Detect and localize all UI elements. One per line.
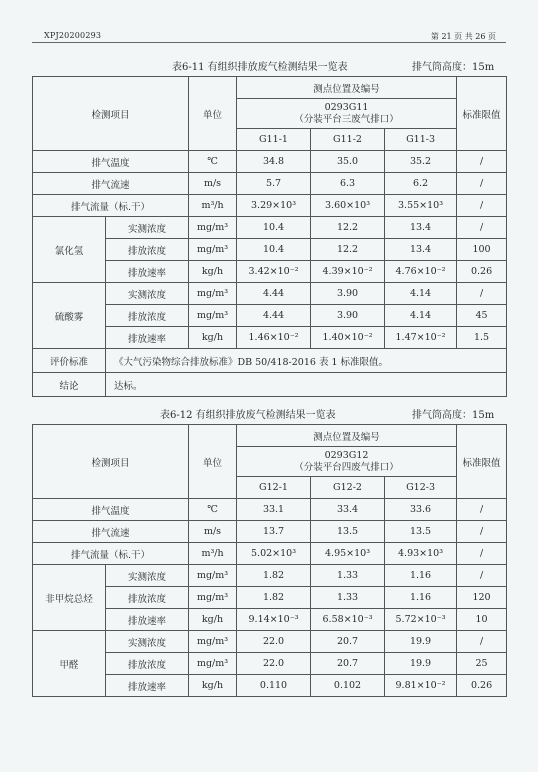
table1-g2r1-param: 实测浓度: [106, 283, 189, 305]
table1-point-desc: （分装平台三废气排口）: [294, 113, 399, 125]
table1-g1r1-v1: 10.4: [237, 217, 311, 239]
table2-row3-v3: 4.93×10³: [385, 543, 457, 565]
table2-g1r3-v2: 6.58×10⁻³: [311, 609, 385, 631]
table2-g2r1-v1: 22.0: [237, 631, 311, 653]
table-row: [33, 631, 507, 653]
table1-g1r3-unit: kg/h: [189, 261, 237, 283]
table-row: [33, 349, 507, 373]
table2-row2-v3: 13.5: [385, 521, 457, 543]
table2-row2-std: /: [457, 521, 507, 543]
table2-sample-3: G12-3: [385, 477, 457, 499]
table1-g2r2-v3: 4.14: [385, 305, 457, 327]
table1-point-id: [237, 99, 457, 129]
table2-g1r1-unit: mg/m³: [189, 565, 237, 587]
table2-g1r1-std: /: [457, 565, 507, 587]
table1-g1r3-v1: 3.42×10⁻²: [237, 261, 311, 283]
table2-col-std: 标准限值: [457, 425, 507, 499]
table1-eval-label: 评价标准: [33, 349, 106, 373]
table1-g2r2-unit: mg/m³: [189, 305, 237, 327]
table2-g1r1-v3: 1.16: [385, 565, 457, 587]
table2-g2r2-v3: 19.9: [385, 653, 457, 675]
table-row: [33, 173, 507, 195]
table1-group2-name: 硫酸雾: [33, 283, 106, 349]
table1-col-point: 测点位置及编号: [237, 77, 457, 99]
table2-g1r2-std: 120: [457, 587, 507, 609]
table2-row2-v2: 13.5: [311, 521, 385, 543]
table1-g2r1-v2: 3.90: [311, 283, 385, 305]
header-page-number: 第 21 页 共 26 页: [430, 32, 496, 41]
table1-g1r2-v2: 12.2: [311, 239, 385, 261]
table1-row3-item: 排气流量（标.干）: [33, 195, 189, 217]
table1-row2-v2: 6.3: [311, 173, 385, 195]
table1-row2-item: 排气流速: [33, 173, 189, 195]
table1-g1r3-v2: 4.39×10⁻²: [311, 261, 385, 283]
table1-g1r2-unit: mg/m³: [189, 239, 237, 261]
table1-point-code: 0293G11: [324, 101, 369, 113]
table1-row3-v1: 3.29×10³: [237, 195, 311, 217]
table1-g2r3-unit: kg/h: [189, 327, 237, 349]
table-row: [33, 521, 507, 543]
header-doc-code: XPJ20200293: [44, 31, 102, 40]
table1-row3-v2: 3.60×10³: [311, 195, 385, 217]
table1-row1-unit: ℃: [189, 151, 237, 173]
table1-g2r2-v2: 3.90: [311, 305, 385, 327]
table1-row1-v3: 35.2: [385, 151, 457, 173]
table1-g2r2-param: 排放浓度: [106, 305, 189, 327]
table2-point-code: 0293G12: [324, 449, 369, 461]
table2-g2r3-unit: kg/h: [189, 675, 237, 697]
table1-g1r1-unit: mg/m³: [189, 217, 237, 239]
table1-g1r3-v3: 4.76×10⁻²: [385, 261, 457, 283]
table2-row1-std: /: [457, 499, 507, 521]
table1-row2-std: /: [457, 173, 507, 195]
table1-row3-v3: 3.55×10³: [385, 195, 457, 217]
table1-row3-unit: m³/h: [189, 195, 237, 217]
table1-g2r2-std: 45: [457, 305, 507, 327]
table2-g2r3-std: 0.26: [457, 675, 507, 697]
table1-row1-std: /: [457, 151, 507, 173]
table2-g1r1-param: 实测浓度: [106, 565, 189, 587]
table-row: [33, 151, 507, 173]
table1-g2r2-v1: 4.44: [237, 305, 311, 327]
table2-g2r3-param: 排放速率: [106, 675, 189, 697]
table-row: [33, 195, 507, 217]
table2-g2r1-unit: mg/m³: [189, 631, 237, 653]
table2-row3-v1: 5.02×10³: [237, 543, 311, 565]
table1-row1-item: 排气温度: [33, 151, 189, 173]
table1-g1r3-param: 排放速率: [106, 261, 189, 283]
table2-row2-item: 排气流速: [33, 521, 189, 543]
table-row: [33, 217, 507, 239]
table2-row3-std: /: [457, 543, 507, 565]
table2-g1r1-v2: 1.33: [311, 565, 385, 587]
table2-title: 表6-12 有组织排放废气检测结果一览表: [160, 410, 336, 421]
table-row: [33, 283, 507, 305]
table2-row2-unit: m/s: [189, 521, 237, 543]
table2-g1r2-unit: mg/m³: [189, 587, 237, 609]
table1-g1r2-param: 排放浓度: [106, 239, 189, 261]
table2-g2r2-v2: 20.7: [311, 653, 385, 675]
table1-g1r3-std: 0.26: [457, 261, 507, 283]
table2-sample-1: G12-1: [237, 477, 311, 499]
table2-g1r2-param: 排放浓度: [106, 587, 189, 609]
table1-g1r1-v3: 13.4: [385, 217, 457, 239]
table2-g2r1-v3: 19.9: [385, 631, 457, 653]
table1-stack-height: 排气筒高度：15m: [412, 62, 495, 73]
table1-g2r3-param: 排放速率: [106, 327, 189, 349]
table2-col-item: 检测项目: [33, 425, 189, 499]
table1-group1-name: 氯化氢: [33, 217, 106, 283]
table1-sample-2: G11-2: [311, 129, 385, 151]
table1-g2r1-v3: 4.14: [385, 283, 457, 305]
header-divider: [32, 42, 506, 43]
table2-g1r3-unit: kg/h: [189, 609, 237, 631]
table1-g2r1-std: /: [457, 283, 507, 305]
table1-row3-std: /: [457, 195, 507, 217]
table1-sample-1: G11-1: [237, 129, 311, 151]
table1-g2r1-v1: 4.44: [237, 283, 311, 305]
table2-row2-v1: 13.7: [237, 521, 311, 543]
table2-g2r3-v1: 0.110: [237, 675, 311, 697]
table2-row3-item: 排气流量（标.干）: [33, 543, 189, 565]
table2-col-point: 测点位置及编号: [237, 425, 457, 447]
table-row: [33, 499, 507, 521]
table2-row3-v2: 4.95×10³: [311, 543, 385, 565]
table2-g2r1-v2: 20.7: [311, 631, 385, 653]
table1: [32, 76, 507, 397]
table1-conclusion-label: 结论: [33, 373, 106, 397]
table1-g2r3-v3: 1.47×10⁻²: [385, 327, 457, 349]
table2-g2r1-param: 实测浓度: [106, 631, 189, 653]
table2-g1r3-v1: 9.14×10⁻³: [237, 609, 311, 631]
table-row: [33, 565, 507, 587]
table2-col-unit: 单位: [189, 425, 237, 499]
table1-g2r3-std: 1.5: [457, 327, 507, 349]
table1-col-item: 检测项目: [33, 77, 189, 151]
table1-g1r1-param: 实测浓度: [106, 217, 189, 239]
table2-stack-height: 排气筒高度：15m: [412, 410, 495, 421]
table1-g1r1-std: /: [457, 217, 507, 239]
table2-group1-name: 非甲烷总烃: [33, 565, 106, 631]
table2-group2-name: 甲醛: [33, 631, 106, 697]
table2-g1r2-v2: 1.33: [311, 587, 385, 609]
table1-conclusion-text: 达标。: [106, 373, 507, 397]
table2-g2r2-v1: 22.0: [237, 653, 311, 675]
table2-g1r3-v3: 5.72×10⁻³: [385, 609, 457, 631]
table1-g1r2-std: 100: [457, 239, 507, 261]
table1-row2-v3: 6.2: [385, 173, 457, 195]
table2-g2r3-v3: 9.81×10⁻²: [385, 675, 457, 697]
table2-g1r2-v3: 1.16: [385, 587, 457, 609]
table1-g1r1-v2: 12.2: [311, 217, 385, 239]
table1-col-unit: 单位: [189, 77, 237, 151]
table1-g1r2-v1: 10.4: [237, 239, 311, 261]
table2-g1r3-std: 10: [457, 609, 507, 631]
table2-row1-v2: 33.4: [311, 499, 385, 521]
table1-row2-unit: m/s: [189, 173, 237, 195]
table1-g2r3-v2: 1.40×10⁻²: [311, 327, 385, 349]
table2-g1r3-param: 排放速率: [106, 609, 189, 631]
table2-g2r1-std: /: [457, 631, 507, 653]
table2-row1-v3: 33.6: [385, 499, 457, 521]
table2-g1r2-v1: 1.82: [237, 587, 311, 609]
table1-g2r1-unit: mg/m³: [189, 283, 237, 305]
table2-g2r3-v2: 0.102: [311, 675, 385, 697]
table2-point-desc: （分装平台四废气排口）: [294, 461, 399, 473]
table1-g2r3-v1: 1.46×10⁻²: [237, 327, 311, 349]
table2: [32, 424, 507, 697]
table2-g1r1-v1: 1.82: [237, 565, 311, 587]
table2-g2r2-param: 排放浓度: [106, 653, 189, 675]
table-row: [33, 373, 507, 397]
table1-title: 表6-11 有组织排放废气检测结果一览表: [172, 62, 348, 73]
table2-sample-2: G12-2: [311, 477, 385, 499]
table2-row3-unit: m³/h: [189, 543, 237, 565]
table-row: [33, 543, 507, 565]
table2-row1-item: 排气温度: [33, 499, 189, 521]
table1-sample-3: G11-3: [385, 129, 457, 151]
table1-row2-v1: 5.7: [237, 173, 311, 195]
table2-g2r2-std: 25: [457, 653, 507, 675]
table2-row1-unit: ℃: [189, 499, 237, 521]
table1-row1-v2: 35.0: [311, 151, 385, 173]
table1-col-std: 标准限值: [457, 77, 507, 151]
table2-g2r2-unit: mg/m³: [189, 653, 237, 675]
table2-row1-v1: 33.1: [237, 499, 311, 521]
table2-point-id: [237, 447, 457, 477]
table1-g1r2-v3: 13.4: [385, 239, 457, 261]
table1-row1-v1: 34.8: [237, 151, 311, 173]
table1-eval-text: 《大气污染物综合排放标准》DB 50/418-2016 表 1 标准限值。: [106, 349, 507, 373]
